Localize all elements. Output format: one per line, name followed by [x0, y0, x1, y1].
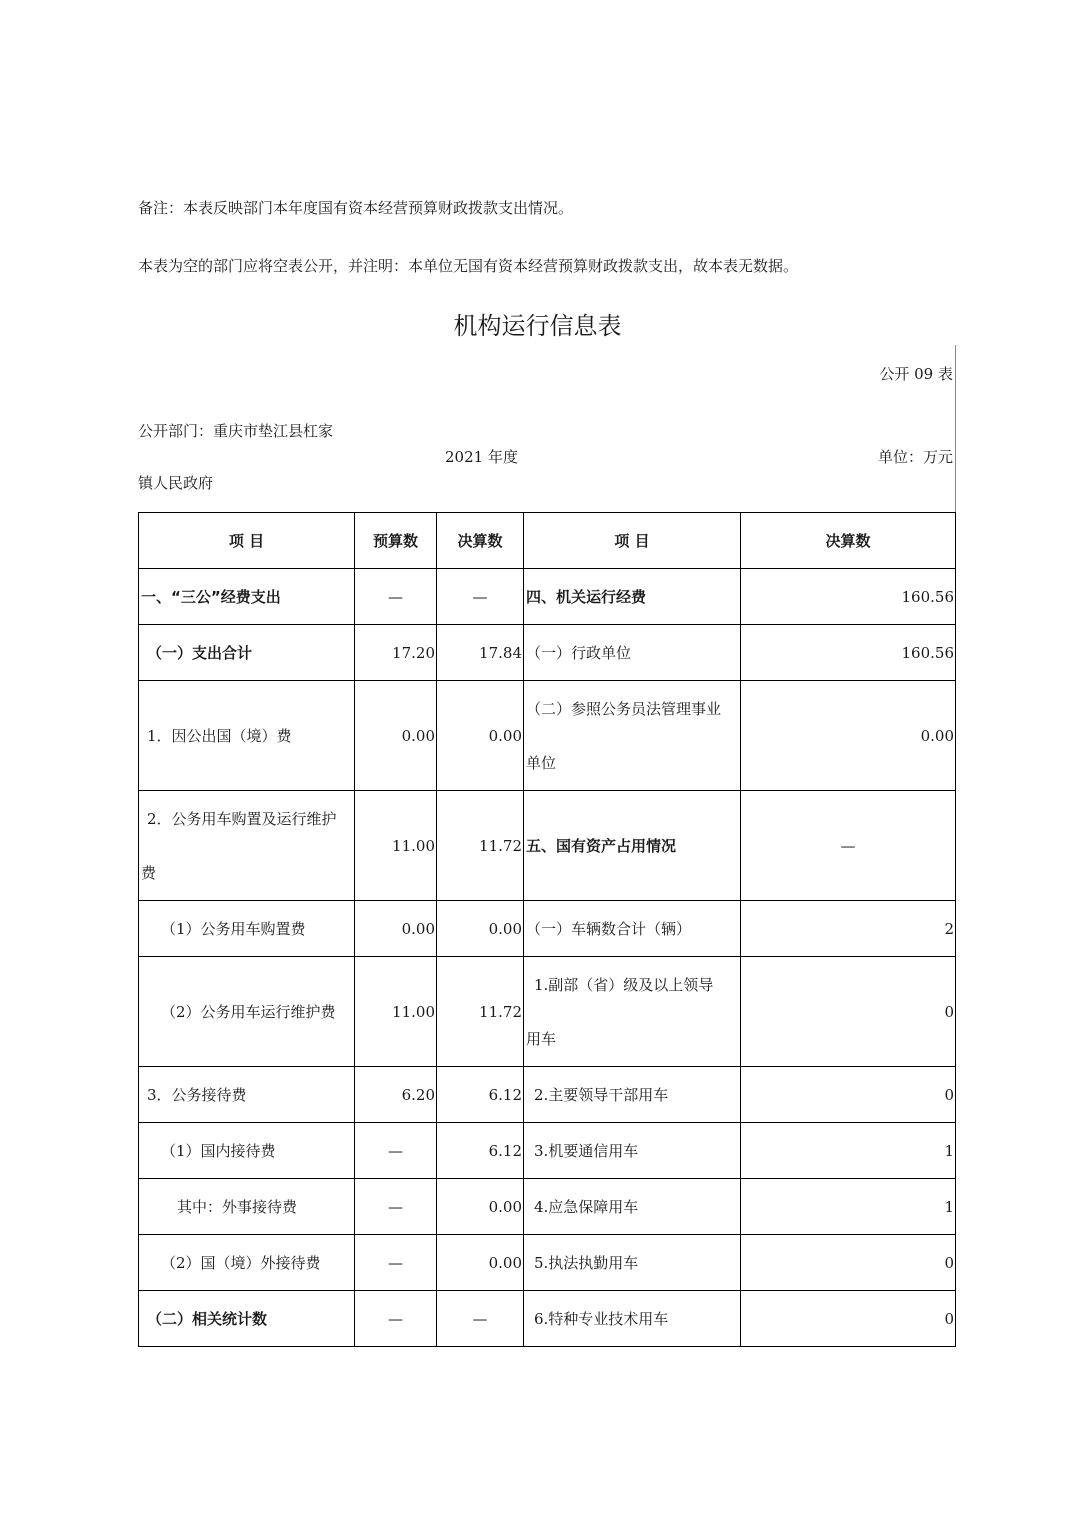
row-final-right: 0: [741, 1235, 956, 1291]
row-final-left: 0.00: [437, 1179, 524, 1235]
row-item-right: [524, 957, 741, 1067]
row-final-left: 6.12: [437, 1067, 524, 1123]
row-budget: —: [355, 1291, 437, 1347]
row-item-right: （一）行政单位: [524, 625, 741, 681]
table-row: [139, 1067, 956, 1123]
header-item-right: 项 目: [524, 513, 741, 569]
row-item-right: [524, 681, 741, 791]
form-number: 公开 09 表: [879, 365, 953, 383]
row-budget: 11.00: [355, 791, 437, 901]
note-line-1: 备注：本表反映部门本年度国有资本经营预算财政拨款支出情况。: [138, 199, 574, 217]
row-budget: 17.20: [355, 625, 437, 681]
row-budget: 0.00: [355, 681, 437, 791]
page-title: 机构运行信息表: [453, 312, 622, 340]
row-final-right: 2: [741, 901, 956, 957]
note-line-2: 本表为空的部门应将空表公开，并注明：本单位无国有资本经营预算财政拨款支出，故本表无数据。: [138, 257, 799, 275]
vertical-rule: [955, 345, 956, 513]
row-item-left: （1）公务用车购置费: [139, 901, 355, 957]
row-item-right: 5.执法执勤用车: [524, 1235, 741, 1291]
row-item-left: 一、“三公”经费支出: [139, 569, 355, 625]
row-final-right: 0: [741, 1291, 956, 1347]
row-budget: —: [355, 1179, 437, 1235]
row-item-left: 1．因公出国（境）费: [139, 681, 355, 791]
row-item-right: 3.机要通信用车: [524, 1123, 741, 1179]
row-final-left: 0.00: [437, 901, 524, 957]
row-budget: 6.20: [355, 1067, 437, 1123]
row-final-right: —: [741, 791, 956, 901]
row-final-left: 0.00: [437, 1235, 524, 1291]
table-row: [139, 681, 956, 791]
row-item-right-line-1: 1.副部（省）级及以上领导: [534, 975, 714, 994]
department-line-2: 镇人民政府: [138, 474, 214, 492]
table-row: [139, 1179, 956, 1235]
header-final-left: 决算数: [437, 513, 524, 569]
row-budget: —: [355, 1123, 437, 1179]
row-item-right: 2.主要领导干部用车: [524, 1067, 741, 1123]
row-final-right: 0.00: [741, 681, 956, 791]
row-item-left: （2）公务用车运行维护费: [139, 957, 355, 1067]
row-final-left: 6.12: [437, 1123, 524, 1179]
row-item-left: 3．公务接待费: [139, 1067, 355, 1123]
row-final-left: 0.00: [437, 681, 524, 791]
row-item-left: （2）国（境）外接待费: [139, 1235, 355, 1291]
row-item-left-line-1: 2．公务用车购置及运行维护: [147, 809, 337, 828]
currency-unit: 单位：万元: [877, 448, 953, 466]
row-final-left: 11.72: [437, 791, 524, 901]
table-row: [139, 1291, 956, 1347]
table-row: [139, 901, 956, 957]
row-item-left: （一）支出合计: [139, 625, 355, 681]
header-final-right: 决算数: [741, 513, 956, 569]
row-item-right-line-2: 单位: [526, 753, 557, 772]
row-final-right: 0: [741, 1067, 956, 1123]
row-item-left-line-2: 费: [141, 863, 157, 882]
row-item-right: 4.应急保障用车: [524, 1179, 741, 1235]
row-final-right: 160.56: [741, 569, 956, 625]
row-final-left: 11.72: [437, 957, 524, 1067]
row-budget: —: [355, 569, 437, 625]
row-budget: 11.00: [355, 957, 437, 1067]
row-final-right: 160.56: [741, 625, 956, 681]
fiscal-year: 2021 年度: [445, 448, 518, 466]
row-item-left: 其中：外事接待费: [139, 1179, 355, 1235]
row-item-right: 6.特种专业技术用车: [524, 1291, 741, 1347]
row-item-right: 五、国有资产占用情况: [524, 791, 741, 901]
row-final-right: 0: [741, 957, 956, 1067]
row-final-right: 1: [741, 1179, 956, 1235]
row-item-left: （1）国内接待费: [139, 1123, 355, 1179]
table-row: [139, 791, 956, 901]
header-budget: 预算数: [355, 513, 437, 569]
table-row: [139, 957, 956, 1067]
table-row: [139, 1123, 956, 1179]
row-item-left: （二）相关统计数: [139, 1291, 355, 1347]
row-budget: 0.00: [355, 901, 437, 957]
header-item-left: 项 目: [139, 513, 355, 569]
row-item-right-line-2: 用车: [526, 1029, 557, 1048]
row-item-right: 四、机关运行经费: [524, 569, 741, 625]
table-row: [139, 1235, 956, 1291]
row-item-right: （一）车辆数合计（辆）: [524, 901, 741, 957]
table-row: [139, 569, 956, 625]
row-final-left: 17.84: [437, 625, 524, 681]
table-row: [139, 625, 956, 681]
row-final-right: 1: [741, 1123, 956, 1179]
row-budget: —: [355, 1235, 437, 1291]
row-final-left: —: [437, 1291, 524, 1347]
row-item-left: [139, 791, 355, 901]
department-line-1: 公开部门：重庆市垫江县杠家: [138, 422, 334, 440]
row-item-right-line-1: （二）参照公务员法管理事业: [526, 699, 722, 718]
institution-info-table: [138, 512, 956, 1347]
row-final-left: —: [437, 569, 524, 625]
